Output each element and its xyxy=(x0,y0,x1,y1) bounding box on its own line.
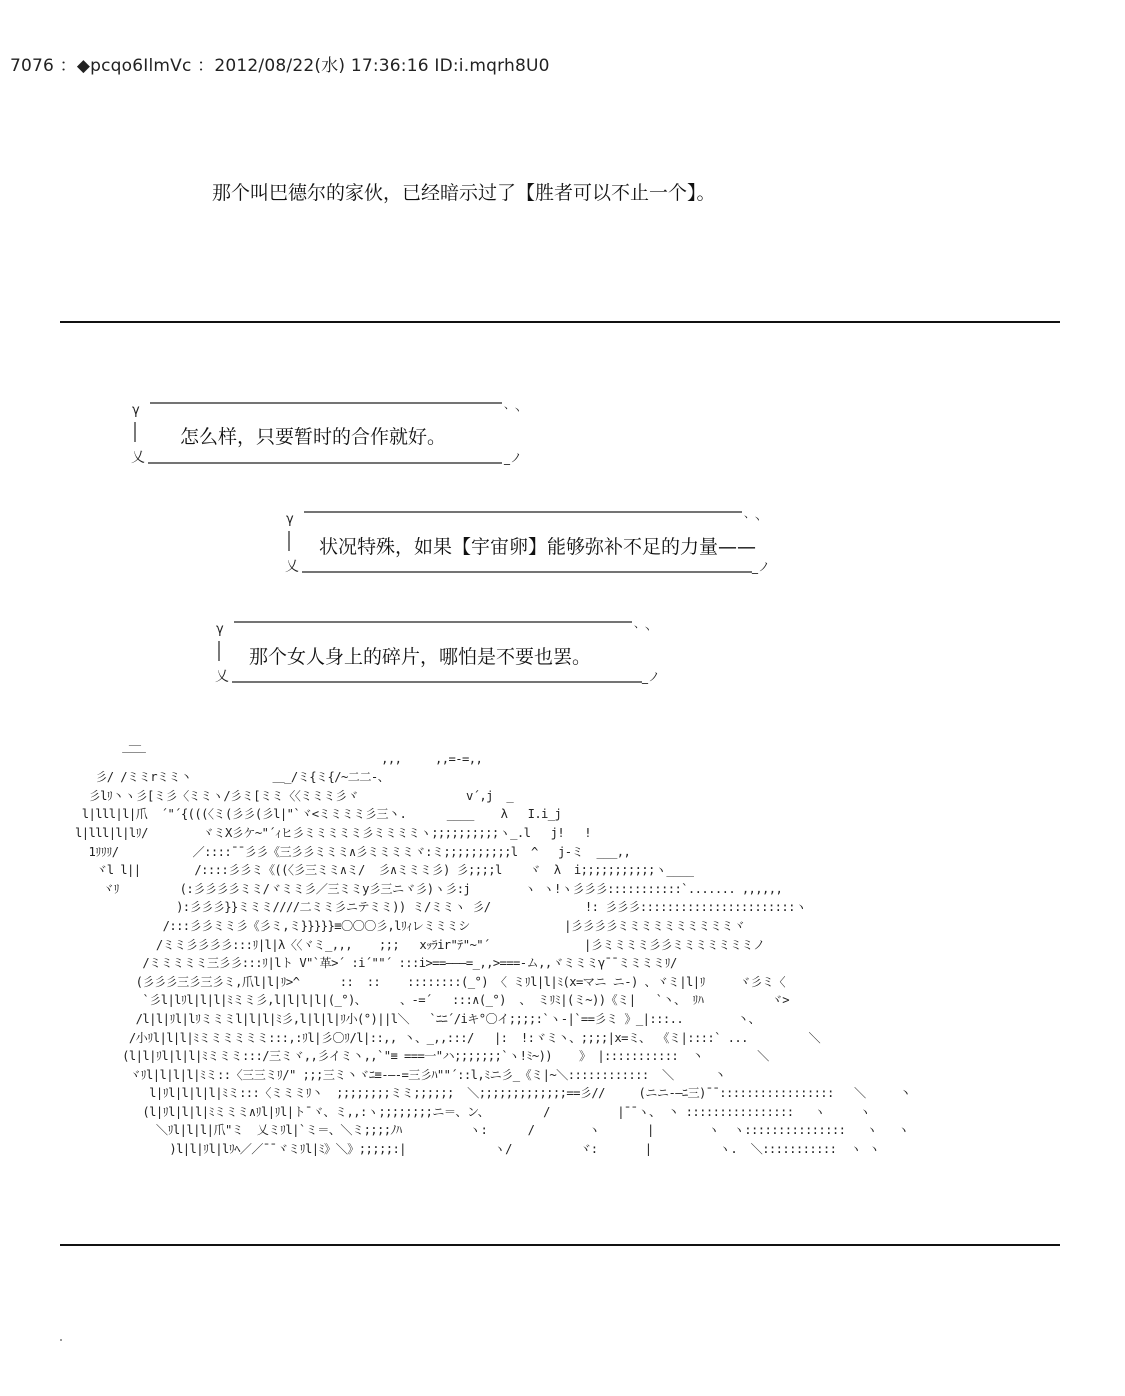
post-header: 7076 ：◆pcqo6IlmVc ：2012/08/22(水) 17:36:16 ID:i.mqrh8U0 xyxy=(10,56,550,76)
ascii-art-line: /l|l|ﾘl|lﾘミミミl|l|l|ﾐ彡,l|l|l|ﾘ小(°)||l＼ `ﾆﾆ´/iキ°〇イ;;;;:`ヽ-|`==彡ミ 》_|:::.. 丶、 xyxy=(75,1011,761,1026)
narration-text: 那个叫巴德尔的家伙，已经暗示过了【胜者可以不止一个】。 xyxy=(212,182,716,204)
ascii-art-line: 彡lﾘ丶ヽ彡[ミ彡〈ミミヽ/彡ミ[ミミ〈〈ミミミ彡ヾ v´,j _ xyxy=(75,788,514,803)
svg-text:丶: 丶 xyxy=(512,406,522,417)
divider-top xyxy=(60,321,1060,323)
ascii-art-line: 1ﾘﾘﾘ/ ／::::¯¯彡彡《三彡彡ミミミ∧彡ミミミミヾ:ミ;;;;;;;;;;l ^ j-ミ ___,, xyxy=(75,844,631,859)
bubble-2-text: 状况特殊，如果【宇宙卵】能够弥补不足的力量—— xyxy=(319,536,757,558)
svg-text:丶: 丶 xyxy=(752,515,762,526)
ascii-art-line: /ミミ彡彡彡彡:::ﾘ|l|λ〈〈ヾミ_,,, ;;; xｯﾗir"ﾃ"~"´ |彡ミミミミ彡彡ミミミミミミミノ xyxy=(75,937,765,952)
ascii-art-line: ):彡彡彡}}ミミミ////二ミミ彡ニテミミ)) ミ/ミミヽ 彡/ !: 彡彡彡:::::::::::::::::::::::ヽ xyxy=(75,900,807,915)
ascii-art-line: ヾl l|| /::::彡彡ミ《((〈彡三ミミ∧ミ/ 彡∧ミミミ彡) 彡;;;;l ヾ λ i;;;;;;;;;;;ヽ____ xyxy=(75,863,694,878)
svg-text:γ: γ xyxy=(216,622,224,637)
ascii-art-line: (彡彡彡三彡三彡ミ,爪l|l|ﾘ>^ :: :: ::::::::(_°) 〈 ミﾘl|l|ﾐ(x=マニ ニ-) 、ヾミ|l|ﾘ ヾ彡ミ〈 xyxy=(75,974,785,989)
bubble-1-text: 怎么样，只要暂时的合作就好。 xyxy=(180,426,447,448)
svg-text:、: 、 xyxy=(744,507,755,520)
ascii-art-line: l|lll|l|爪 ´"´{(((〈ミ(彡彡(彡l|"`ヾ<ミミミミ彡三丶. ____ λ I.i_j xyxy=(75,807,562,822)
ascii-art xyxy=(75,731,911,1159)
ascii-art-line: (l|ﾘl|l|l|ﾐミミミ∧ﾘl|ﾘl|ト¯ヾ、ミ,,:ヽ;;;;;;;;ニ＝、ン、 / |¯¯ヽ、 丶 :::::::::::::::: ヽ ヽ xyxy=(75,1104,871,1119)
svg-text:_ノ: _ノ xyxy=(752,560,771,574)
bubble-3-text: 那个女人身上的碎片，哪怕是不要也罢。 xyxy=(249,646,592,668)
svg-text:乂: 乂 xyxy=(131,450,145,466)
svg-text:、: 、 xyxy=(634,617,645,630)
ascii-art-line: ＿ xyxy=(75,733,141,747)
svg-text:乂: 乂 xyxy=(285,559,299,575)
ascii-art-line: `彡l|lﾘl|l|l|ﾐミミ彡,l|l|l|l|(_°)、 、-=´ :::∧(_°) 、 ミﾘﾐ|(ミ~))《ミ| `丶、 ﾘﾊ ヾ> xyxy=(75,993,789,1008)
svg-text:丶: 丶 xyxy=(642,625,652,636)
svg-text:_ノ: _ノ xyxy=(642,670,661,684)
ascii-art-line: ￣￣ ,,, ,,=-=,, xyxy=(75,751,483,766)
svg-text:、: 、 xyxy=(504,398,515,411)
ascii-art-line: /小ﾘl|l|l|ﾐミミミミミミ:::,:ﾘl|彡〇ﾘ/l|::,, 丶、_,,:::/ |: !:ヾミ丶、;;;;|x=ミ、 《ミ|::::` ... ＼ xyxy=(75,1030,821,1045)
svg-text:_ノ: _ノ xyxy=(504,451,523,465)
ascii-art-line: (l|l|ﾘl|l|l|ﾐミミミ:::/三ミヾ,,彡イミ丶,,`"≡ ===一"ハ;;;;;;;`ヽ!ﾐ~)) 》 |::::::::::: 丶 ＼ xyxy=(75,1049,769,1064)
divider-bottom xyxy=(60,1244,1060,1246)
svg-text:乂: 乂 xyxy=(215,669,229,685)
svg-text:γ: γ xyxy=(286,512,294,527)
ascii-art-line: )l|l|ﾘl|lﾘﾍ／／¯¯ヾミﾘl|ﾐ》＼》;;;;;:| ヽ/ ヾ: | ヽ. ＼::::::::::: ヽ ヽ xyxy=(75,1142,880,1157)
svg-text:γ: γ xyxy=(132,403,140,418)
ascii-art-line: ヾﾘ (:彡彡彡彡ミミ/ヾミミ彡／三ミミy彡三ニヾ彡)ヽ彡:j ヽ ヽ!ヽ彡彡彡:::::::::::`....... ,,,,,, xyxy=(75,881,783,896)
ascii-art-line: /ミミミミミ三彡彡:::ﾘ|lト V"`革>´ :i´""´ :::i>==―――=_,,>===-ム,,ヾミミミγ¯¯ミミミミﾘ/ xyxy=(75,956,677,971)
ascii-art-line: ＼ﾘl|l|l|爪"ミ 乂ミﾘl|`ミ＝、＼ミ;;;;ﾉﾊ ヽ: / ヽ | ヽ ヽ::::::::::::::: ヽ ヽ xyxy=(75,1123,909,1138)
ascii-art-line: ヾﾘl|l|l|l|ﾐミ::〈三三ミﾘ/" ;;;三ミ丶ヾﾆ≡-―-=三彡ﾊ""´::l,ﾐニ彡_《ミ|~＼:::::::::::: ＼ 丶 xyxy=(75,1067,726,1082)
stray-dot xyxy=(60,1339,62,1341)
ascii-art-line: l|ﾘl|l|l|l|ﾐミ:::〈ミミミﾘ丶 ;;;;;;;;ミミ;;;;;; ＼;;;;;;;;;;;;;==彡// (ニニ-―ﾆ三)¯¯::::::::::::::::: ＼ 丶 xyxy=(75,1086,911,1101)
ascii-art-line: 彡/ /ミミrミミ丶 ＿_/ミ{ミ{/~二二-、 xyxy=(75,770,390,785)
ascii-art-line: l|lll|l|lﾘ/ ヾミX彡ケ~"´ｨヒ彡ミミミミミ彡ミミミミヽ;;;;;;;;;;ヽ_.l j! ! xyxy=(75,825,592,840)
ascii-art-line: /:::彡彡ミミ彡《彡ミ,ミ}}}}}≡〇〇〇彡,lﾘｨレミミミシ |彡彡彡彡ミミミミミミミミミミヾ xyxy=(75,918,745,933)
